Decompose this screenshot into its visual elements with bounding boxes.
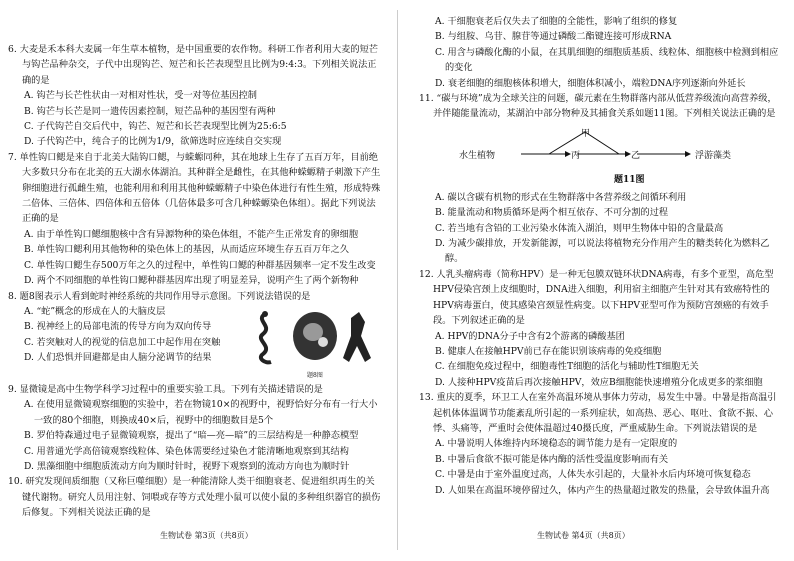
q7-option-b: B. 单性钩口鳃利用其他物种的染色体上的基因，从而适应环境生存五百万年之久 [24,244,349,256]
q11-stem: 11. “碳与环境”成为全球关注的问题，碳元素在生物群落内部从低营养级流向高营养级，并伴随能量流动，某湖泊中部分物种及其捕食关系如题11图。下列相关说法正确的是 [419,93,777,120]
q6-option-c: C. 子代钩芒自交后代中，钩芒、短芒和长芒表现型比例为25:6:5 [24,121,287,133]
q6-option-d: D. 子代钩芒中，纯合子的比例为1/9，欲筛选时应连续自交实现 [24,136,282,148]
food-web-node-c: 乙 [631,150,641,161]
q8-option-d: D. 人们恐惧并回避都是由人脑分泌调节的结果 [24,352,212,364]
q9-option-c: C. 用普通光学高倍镜观察线粒体、染色体需要经过染色才能清晰地观察到其结构 [24,445,349,457]
q8-block [8,304,383,382]
food-web-node-b: 丙 [571,150,581,161]
q7-option-c: C. 单性钩口鳃生存500万年之久的过程中，单性钩口鳃的种群基因频率一定不发生改变 [24,259,376,271]
q10-option-b: B. 与组胺、乌苷、腺苷等通过磷酸二酯键连接可形成RNA [435,31,672,43]
q10-option-a: A. 干细胞衰老后仅失去了细胞的全能性，影响了组织的修复 [435,16,678,27]
q8-figure [251,306,383,382]
q8-stem: 8. 题8图表示人看到蛇时神经系统的共同作用导示意图。下列说法错误的是 [8,290,311,302]
q12-option-a: A. HPV的DNA分子中含有2个游离的磷酸基团 [435,330,625,342]
q8-option-a: A. “蛇”概念的形成在人的大脑皮层 [24,305,166,317]
q7-option-d: D. 两个不同细胞的单性钩口鳃种群基因库出现了明显差异，说明产生了两个新物种 [24,275,359,287]
q13-option-c: C. 中暑是由于室外温度过高，人体失水引起的，大量补水后内环境可恢复稳态 [435,469,751,481]
q10-stem: 10. 研究发现间质细胞（又称巨噬细胞）是一种能清除人类干细胞衰老、促进组织再生的关键代谢物。研究人员用注射、饲喂或存等方式处理小鼠可以使小鼠的多种组织器官的损伤后修复。下列相关说法正确的是 [8,476,381,519]
q9-option-d: D. 黑藻细胞中细胞质流动方向为顺时针时，视野下观察到的流动方向也为顺时针 [24,460,350,472]
q8-option-c: C. 若突触对人的视觉的信息加工中起作用在突触 [24,336,221,348]
q11-food-web [459,126,779,188]
right-page [397,0,794,561]
q12-stem: 12. 人乳头瘤病毒（简称HPV）是一种无包膜双链环状DNA病毒，有多个亚型，高危型HPV侵染宫颈上皮细胞时，DNA进入细胞，利用宿主细胞产生针对其有致癌特性的HPV病毒蛋白，使其感染宫颈显性病变。以下HPV亚型可作为预防宫颈癌的有效手段。下列叙述正确的是 [419,268,774,327]
q7-option-a: A. 由于单性钩口鳃细胞核中含有异源物种的染色体组，不能产生正常发育的卵细胞 [24,228,359,240]
q6-option-b: B. 钩芒与长芒是同一遗传因素控制，短芒品种的基因型有两种 [24,105,276,117]
q6-option-a: A. 钩芒与长芒性状由一对相对性状，受一对等位基因控制 [24,90,257,102]
q6-stem: 6. 大麦是禾本科大麦属一年生草本植物，是中国重要的农作物。科研工作者利用大麦的短芒与钩芒品种杂交，子代中出现钩芒、短芒和长芒表现型且比例为9:4:3。下列相关说法正确的是 [8,44,378,86]
q13-option-b: B. 中暑后食欲不振可能是体内酶的活性受温度影响而有关 [435,453,669,465]
q8-option-b: B. 视神经上的局部电流的传导方向为双向传导 [24,321,212,333]
q13-option-d: D. 人如果在高温环境停留过久，体内产生的热量超过散发的热量，会导致体温升高 [435,484,770,496]
q12-option-c: C. 在细胞免疫过程中，细胞毒性T细胞的活化与辅助性T细胞无关 [435,361,699,373]
q9-stem: 9. 显微镜是高中生物学科学习过程中的重要实验工具。下列有关描述错误的是 [8,383,323,395]
right-page-footer: 生物试卷 第4页（共8页） [537,531,630,540]
food-web-node-a: 甲 [581,128,591,139]
food-web-producer: 水生植物 [459,150,496,161]
q10-option-c: C. 用含与磷酸化酶的小鼠，在其肌细胞的细胞质基质、线粒体、细胞核中检测到相应的变化 [435,46,779,74]
q9-option-b: B. 罗伯特森通过电子显微镜观察，提出了“暗—亮—暗”的三层结构是一种静态模型 [24,430,359,442]
q12-option-b: B. 健康人在接触HPV前已存在能识别该病毒的免疫细胞 [435,345,662,357]
snake-brain-illustration [251,306,383,370]
q13-option-a: A. 中暑说明人体维持内环境稳态的调节能力是有一定限度的 [435,438,678,450]
left-page-footer: 生物试卷 第3页（共8页） [160,531,253,540]
q11-option-a: A. 碳以含碳有机物的形式在生物群落中各营养级之间循环利用 [435,191,687,203]
food-web-node-d: 浮游藻类 [695,150,732,161]
q10-option-d: D. 衰老细胞的细胞核体积增大，细胞体积减小，端粒DNA序列逐渐向外延长 [435,77,746,89]
q11-figure-caption: 题11图 [614,174,645,185]
q13-stem: 13. 重庆的夏季，环卫工人在室外高温环境从事体力劳动，易发生中暑。中暑是指高温引起机体体温调节功能紊乱所引起的一系列症状，如高热、恶心、呕吐、食欲不振、心悸、头痛等，严重时会使体温超过40摄氏度，严重威胁生命。下列说法错误的是 [419,392,777,434]
q8-figure-caption: 题8图 [307,371,323,379]
q9-option-a: A. 在使用显微镜观察细胞的实验中，若在物镜10×的视野中，视野恰好分布有一行大小一致的80个细胞，则换成40×后，视野中的细胞数目是5个 [24,399,378,426]
q7-stem: 7. 单性钩口鳃是来自于北美大陆钩口鳃，与蝾螈同种，其在地球上生存了五百万年，目前绝大多数只分布在北美的五大湖水体湖泊。其种群全是雌性，在其他种蝾螈精子刺激下产生卵细胞进行孤雌生殖，也能利用和利用其他种蝾螈精子中染色体进行有性生殖，形成特殊二倍体、三倍体、四倍体和五倍体（几倍体最多可含几种蝾螈染色体组）。据此下列说法正确的是 [8,151,381,225]
q12-option-d: D. 人接种HPV疫苗后再次接触HPV，效应B细胞能快速增殖分化成更多的浆细胞 [435,376,763,388]
q11-option-d: D. 为减少碳排放，开发新能源，可以说法将植物充分作用产生的糖类转化为燃料乙醇。 [435,238,770,265]
q11-option-b: B. 能量流动和物质循环是两个相互依存、不可分割的过程 [435,207,669,219]
q11-option-c: C. 若当地有含铅的工业污染水体流入湖泊，则甲生物体中铅的含量最高 [435,222,724,234]
